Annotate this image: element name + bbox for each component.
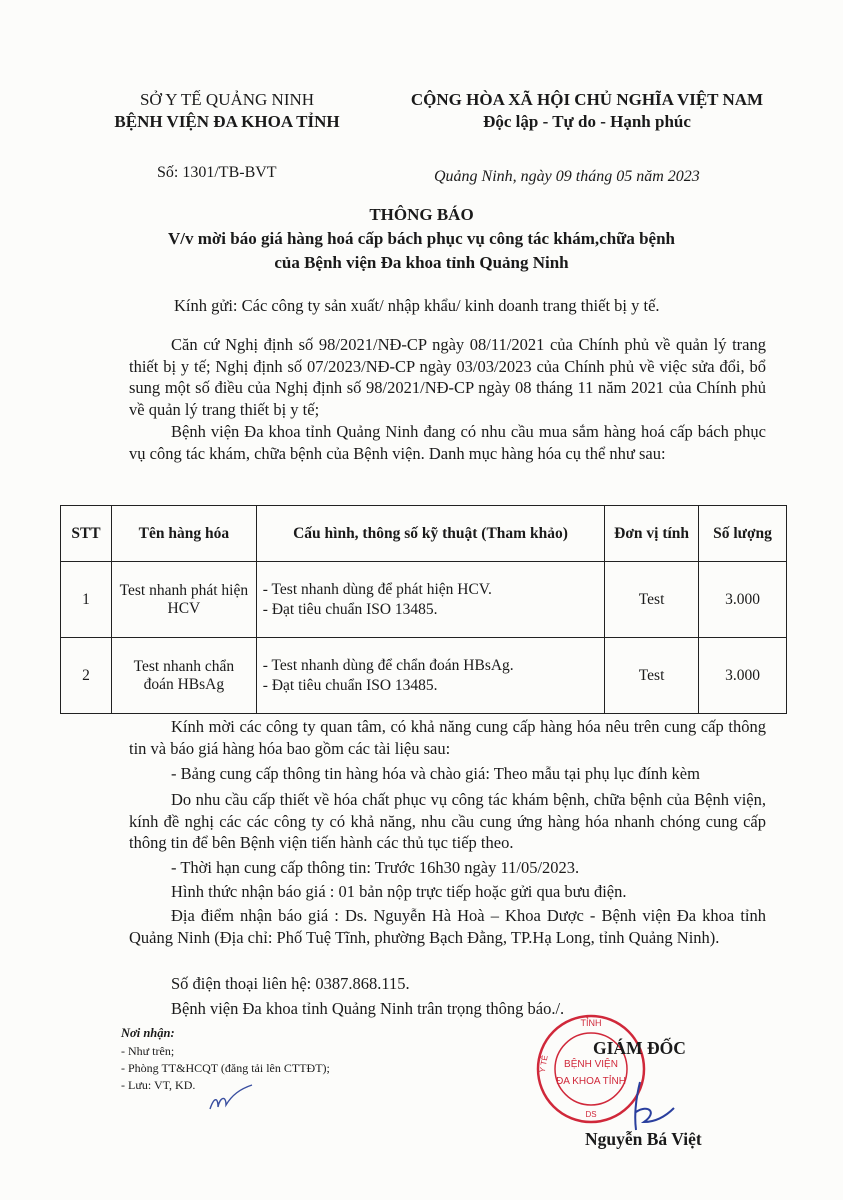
line-contact-phone: Số điện thoại liên hệ: 0387.868.115. <box>171 974 410 993</box>
signer-position: GIÁM ĐỐC <box>593 1038 686 1058</box>
initial-scribble-icon <box>206 1083 256 1115</box>
paragraph-request: Do nhu cầu cấp thiết về hóa chất phục vụ công tác khám bệnh, chữa bệnh của Bệnh viện, kính đề nghị các các công ty có khả năng, nhu cầu cung ứng hàng hóa nhanh chóng cung cấp thông tin để bên Bệnh viện tiến hành các thủ tục tiếp theo. <box>129 790 766 852</box>
line-submission-method: Hình thức nhận báo giá : 01 bản nộp trực tiếp hoặc gửi qua bưu điện. <box>171 882 627 901</box>
row-item-name: Test nhanh chẩn đoán HBsAg <box>111 638 256 714</box>
header-left <box>96 89 358 133</box>
spec-line: - Đạt tiêu chuẩn ISO 13485. <box>262 676 438 694</box>
stamp-top-text: TỈNH <box>580 1018 602 1028</box>
line-quotation-form: - Bảng cung cấp thông tin hàng hóa và chào giá: Theo mẫu tại phụ lục đính kèm <box>171 764 700 783</box>
addressee: Kính gửi: Các công ty sản xuất/ nhập khẩu/ kinh doanh trang thiết bị y tế. <box>174 296 660 315</box>
notice-title: THÔNG BÁO <box>369 205 474 224</box>
signature-scribble-icon <box>618 1078 678 1136</box>
place-date: Quảng Ninh, ngày 09 tháng 05 năm 2023 <box>434 168 700 185</box>
row-quantity: 3.000 <box>699 638 787 714</box>
recipient-item: - Như trên; <box>121 1044 175 1058</box>
row-stt: 1 <box>61 562 112 638</box>
recipient-item: - Phòng TT&HCQT (đăng tải lên CTTĐT); <box>121 1061 330 1075</box>
paragraph-purchase-need: Bệnh viện Đa khoa tỉnh Quảng Ninh đang có nhu cầu mua sắm hàng hoá cấp bách phục vụ công tác khám, chữa bệnh của Bệnh viện. Danh mục hàng hóa cụ thể như sau: <box>129 422 766 463</box>
row-quantity: 3.000 <box>699 562 787 638</box>
document-number: Số: 1301/TB-BVT <box>157 164 277 181</box>
notice-title-block <box>100 203 743 275</box>
hospital-name: BỆNH VIỆN ĐA KHOA TỈNH <box>114 112 340 131</box>
department-name: SỞ Y TẾ QUẢNG NINH <box>139 90 315 109</box>
notice-subject-line-1: V/v mời báo giá hàng hoá cấp bách phục vụ công tác khám,chữa bệnh <box>167 229 676 248</box>
stamp-left-text: Y TẾ <box>537 1054 550 1074</box>
spec-line: - Đạt tiêu chuẩn ISO 13485. <box>262 600 438 618</box>
recipient-item: - Lưu: VT, KD. <box>121 1078 196 1092</box>
signer-name: Nguyễn Bá Việt <box>585 1129 702 1149</box>
header-stt: STT <box>61 506 112 562</box>
goods-table <box>60 505 787 714</box>
line-closing: Bệnh viện Đa khoa tỉnh Quảng Ninh trân trọng thông báo./. <box>171 999 565 1018</box>
row-unit: Test <box>605 638 699 714</box>
row-item-name: Test nhanh phát hiện HCV <box>111 562 256 638</box>
row-stt: 2 <box>61 638 112 714</box>
header-item-name: Tên hàng hóa <box>111 506 256 562</box>
row-specification <box>256 638 604 714</box>
spec-line: - Test nhanh dùng để phát hiện HCV. <box>262 580 492 598</box>
table-row <box>61 562 787 638</box>
paragraph-legal-basis: Căn cứ Nghị định số 98/2021/NĐ-CP ngày 08/11/2021 của Chính phủ về quản lý trang thiết bị y tế; Nghị định số 07/2023/NĐ-CP ngày 03/03/2023 của Chính phủ về việc sửa đổi, bổ sung một số điều của Nghị định số 98/2021/NĐ-CP ngày 08 tháng 11 năm 2021 của Chính phủ về quản lý trang thiết bị y tế; <box>129 335 766 419</box>
header-quantity: Số lượng <box>699 506 787 562</box>
motto: Độc lập - Tự do - Hạnh phúc <box>483 112 691 131</box>
row-unit: Test <box>605 562 699 638</box>
header-specification: Cấu hình, thông số kỹ thuật (Tham khảo) <box>256 506 604 562</box>
spec-line: - Test nhanh dùng để chẩn đoán HBsAg. <box>262 656 514 674</box>
table-header-row <box>61 506 787 562</box>
nation-title: CỘNG HÒA XÃ HỘI CHỦ NGHĨA VIỆT NAM <box>410 90 764 109</box>
stamp-bottom-text: DS <box>585 1110 597 1119</box>
header-right <box>392 89 782 133</box>
line-deadline: - Thời hạn cung cấp thông tin: Trước 16h30 ngày 11/05/2023. <box>171 858 580 877</box>
paragraph-invitation: Kính mời các công ty quan tâm, có khả năng cung cấp hàng hóa nêu trên cung cấp thông tin và báo giá hàng hóa bao gồm các tài liệu sau: <box>129 717 766 758</box>
table-row <box>61 638 787 714</box>
notice-subject-line-2: của Bệnh viện Đa khoa tỉnh Quảng Ninh <box>274 253 569 272</box>
row-specification <box>256 562 604 638</box>
paragraph-submission-location: Địa điểm nhận báo giá : Ds. Nguyễn Hà Hoà – Khoa Dược - Bệnh viện Đa khoa tỉnh Quảng Ninh (Địa chỉ: Phố Tuệ Tĩnh, phường Bạch Đằng, TP.Hạ Long, tỉnh Quảng Ninh). <box>129 906 766 947</box>
stamp-line-2: ĐA KHOA TỈNH <box>556 1076 626 1087</box>
stamp-line-1: BỆNH VIỆN <box>564 1059 618 1070</box>
recipients-title: Nơi nhận: <box>121 1026 175 1040</box>
header-unit: Đơn vị tính <box>605 506 699 562</box>
